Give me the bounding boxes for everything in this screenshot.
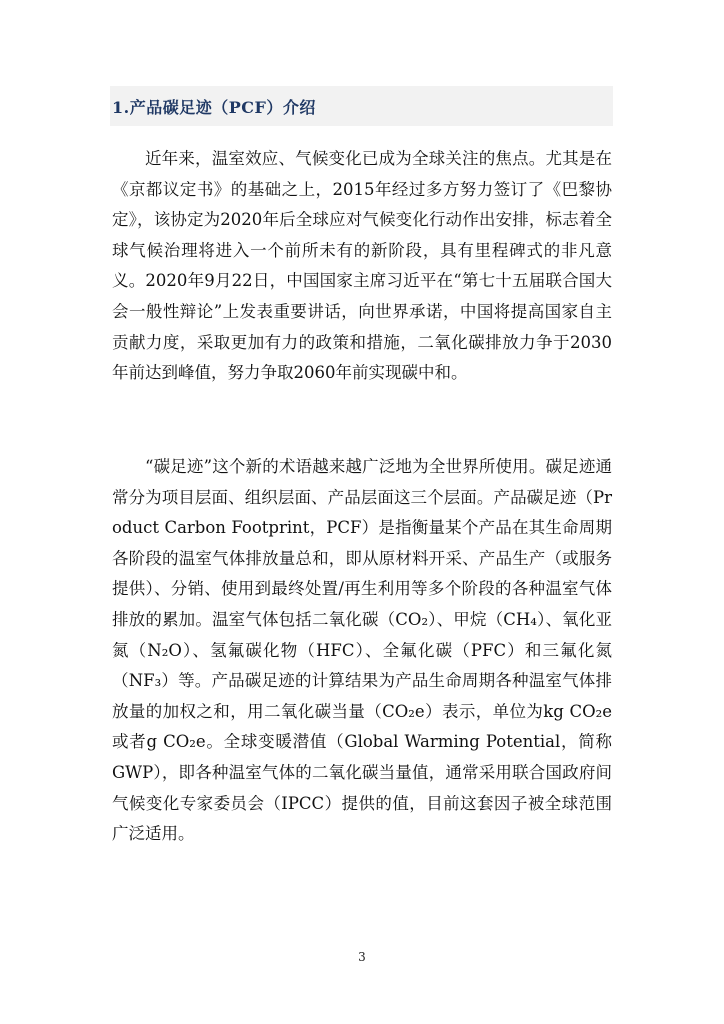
section-title: 1.产品碳足迹（PCF）介绍 bbox=[112, 97, 316, 117]
paragraph-intro: 近年来，温室效应、气候变化已成为全球关注的焦点。尤其是在《京都议定书》的基础之上，2015年经过多方努力签订了《巴黎协定》，该协定为2020年后全球应对气候变化行动作出安排，标志着全球气候治理将进入一个前所未有的新阶段，具有里程碑式的非凡意义。2020年9月22日，中国国家主席习近平在“第七十五届联合国大会一般性辩论”上发表重要讲话，向世界承诺，中国将提高国家自主贡献力度，采取更加有力的政策和措施，二氧化碳排放力争于2030年前达到峰值，努力争取2060年前实现碳中和。 bbox=[112, 149, 612, 383]
page-number: 3 bbox=[358, 950, 366, 964]
section-heading bbox=[110, 86, 613, 126]
paragraph-pcf-definition: “碳足迹”这个新的术语越来越广泛地为全世界所使用。碳足迹通常分为项目层面、组织层面、产品层面这三个层面。产品碳足迹（Product Carbon Footprint，PCF）是指衡量某个产品在其生命周期各阶段的温室气体排放量总和，即从原材料开采、产品生产（或服务提供）、分销、使用到最终处置/再生利用等多个阶段的各种温室气体排放的累加。温室气体包括二氧化碳（CO₂）、甲烷（CH₄）、氧化亚氮（N₂O）、氢氟碳化物（HFC）、全氟化碳（PFC）和三氟化氮（NF₃）等。产品碳足迹的计算结果为产品生命周期各种温室气体排放量的加权之和，用二氧化碳当量（CO₂e）表示，单位为kg CO₂e或者g CO₂e。全球变暖潜值（Global Warming Potential，简称GWP），即各种温室气体的二氧化碳当量值，通常采用联合国政府间气候变化专家委员会（IPCC）提供的值，目前这套因子被全球范围广泛适用。 bbox=[112, 457, 612, 844]
